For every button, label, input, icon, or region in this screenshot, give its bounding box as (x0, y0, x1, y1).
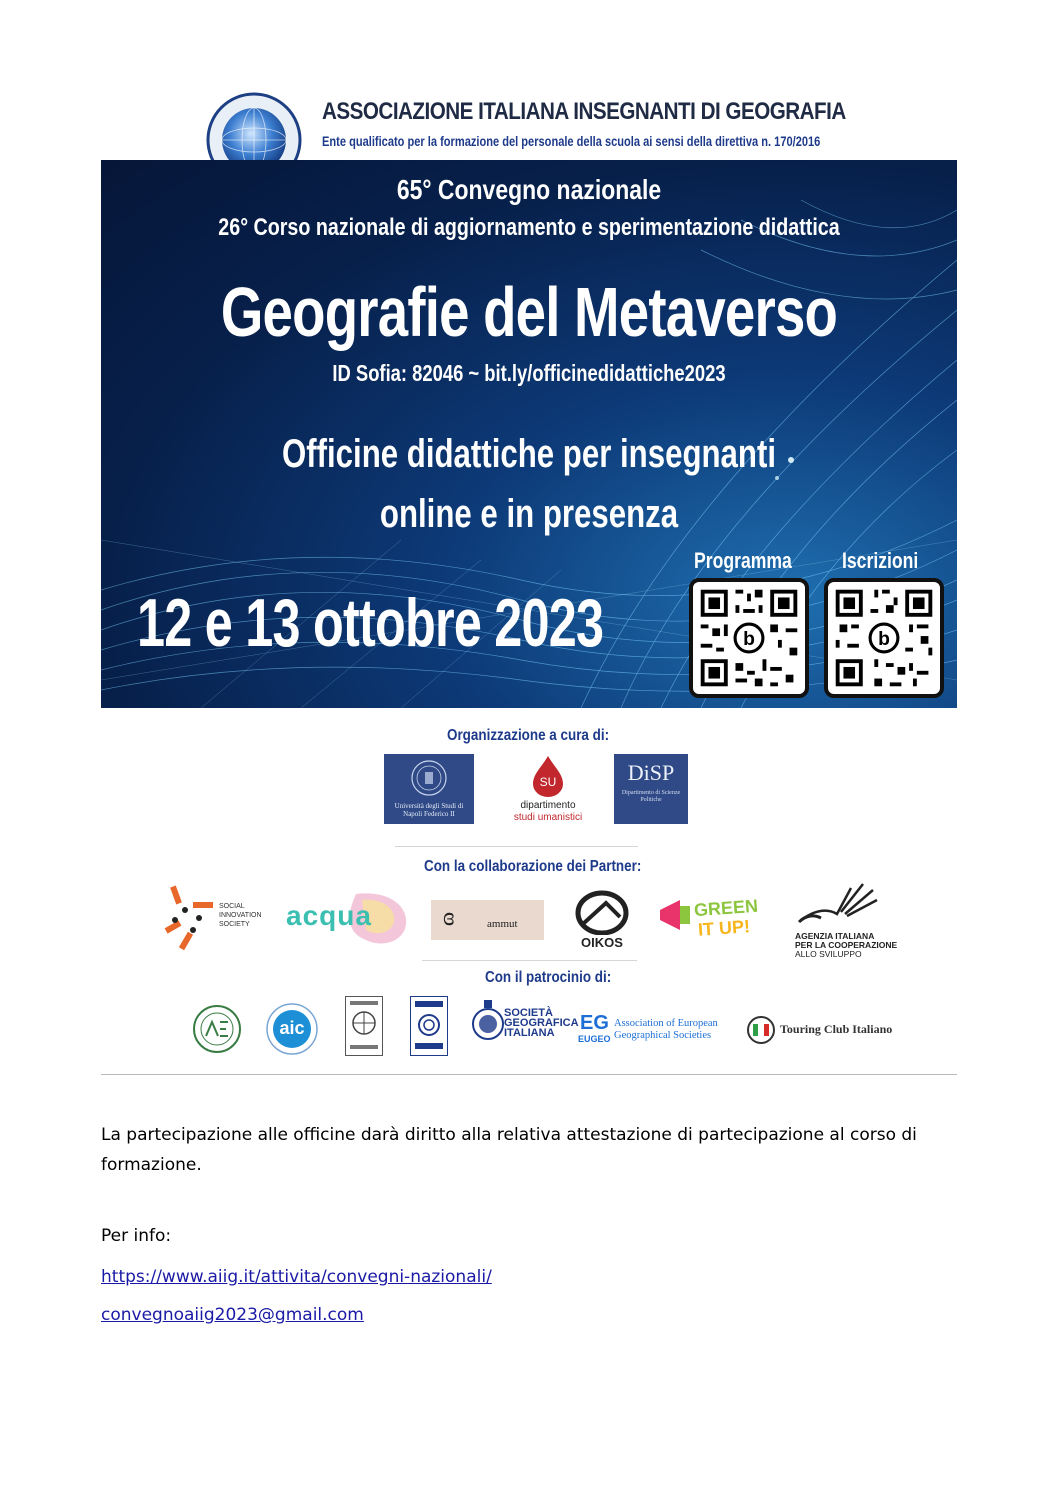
aic-text: aic (279, 1018, 305, 1038)
green-text: GREEN (693, 895, 759, 921)
email-link[interactable]: convegnoaiig2023@gmail.com (101, 1305, 364, 1325)
sofia-id-line: ID Sofia: 82046 ~ bit.ly/officinedidattiche2023 (332, 360, 726, 386)
separator (395, 846, 638, 847)
corso-line: 26° Corso nazionale di aggiornamento e sperimentazione didattica (218, 214, 840, 241)
disp-title: DiSP (627, 760, 675, 785)
officine-line-2: online e in presenza (379, 492, 679, 536)
patronage-label: Con il patrocinio di: (485, 969, 612, 986)
sgi-line-2: GEOGRAFICA (504, 1017, 579, 1029)
event-title: Geografie del Metaverso (220, 273, 838, 351)
acqua-logo (286, 890, 410, 948)
qr-code-iscrizioni[interactable] (824, 578, 944, 698)
dsu-badge: SU (539, 775, 557, 789)
officine-line-1: Officine didattiche per insegnanti (281, 432, 777, 476)
svg-text:b: b (743, 628, 755, 650)
green-it-up-logo (658, 896, 774, 946)
aics-logo (791, 880, 901, 960)
aic-logo (265, 1002, 319, 1056)
tci-text: Touring Club Italiano (780, 1022, 893, 1036)
mammut-logo: ɞ ammut (431, 900, 544, 940)
oikos-text: OIKOS (581, 935, 623, 950)
eugeo-line-1: Association of European (614, 1018, 718, 1029)
eugeo-line-2: Geographical Societies (614, 1030, 712, 1041)
convegni-link[interactable]: https://www.aiig.it/attivita/convegni-nazionali/ (101, 1267, 492, 1287)
social-innovation-logo (163, 884, 273, 954)
divider (101, 1074, 957, 1075)
societa-studi-geografici-logo (410, 996, 448, 1056)
aics-line-1: AGENZIA ITALIANA (795, 931, 875, 941)
mammut-text: ammut (487, 918, 518, 930)
acqua-text: acqua (286, 900, 372, 931)
it-up-text: IT UP! (697, 916, 751, 940)
dsu-line-2: studi umanistici (513, 812, 583, 823)
age-logo (192, 1004, 242, 1054)
separator (422, 960, 637, 961)
qr-programma-label: Programma (694, 548, 792, 573)
aics-line-3: ALLO SVILUPPO (795, 949, 862, 959)
convegno-line: 65° Convegno nazionale (396, 174, 662, 205)
disp-subtitle: Dipartimento di Scienze Politiche (621, 790, 681, 803)
unina-text: Università degli Studi di Napoli Federico II (394, 802, 464, 818)
org-subtitle: Ente qualificato per la formazione del personale della scuola ai sensi della direttiva n. 170/2016 (322, 134, 821, 149)
partners-label: Con la collaborazione dei Partner: (424, 858, 642, 875)
organizers-label: Organizzazione a cura di: (447, 727, 610, 744)
sgi-line-1: SOCIETÀ (504, 1007, 553, 1019)
social-innovation-text: SOCIAL INNOVATION SOCIETY (219, 903, 262, 928)
info-label: Per info: (101, 1226, 172, 1246)
tci-logo (746, 1015, 906, 1045)
qr-code-programma[interactable] (689, 578, 809, 698)
aics-line-2: PER LA COOPERAZIONE (795, 940, 898, 950)
oikos-logo (566, 889, 638, 951)
eugeo-logo (578, 1012, 728, 1046)
cisge-logo (345, 996, 383, 1056)
eugeo-abbr: EG (580, 1012, 609, 1034)
eugeo-sub: EUGEO (578, 1034, 611, 1044)
event-date: 12 e 13 ottobre 2023 (137, 585, 604, 661)
event-banner (101, 160, 957, 708)
qr-iscrizioni-label: Iscrizioni (842, 548, 919, 573)
sgi-line-3: ITALIANA (504, 1027, 555, 1039)
dsu-logo (503, 754, 593, 826)
dsu-line-1: dipartimento (520, 800, 576, 811)
disp-logo (614, 754, 688, 824)
unina-logo (384, 754, 474, 824)
svg-text:b: b (878, 628, 890, 650)
participation-text: La partecipazione alle officine darà diritto alla relativa attestazione di partecipazione al corso di formazione. (101, 1125, 917, 1175)
org-name: ASSOCIAZIONE ITALIANA INSEGNANTI DI GEOGRAFIA (322, 98, 846, 125)
sgi-logo (470, 998, 579, 1050)
